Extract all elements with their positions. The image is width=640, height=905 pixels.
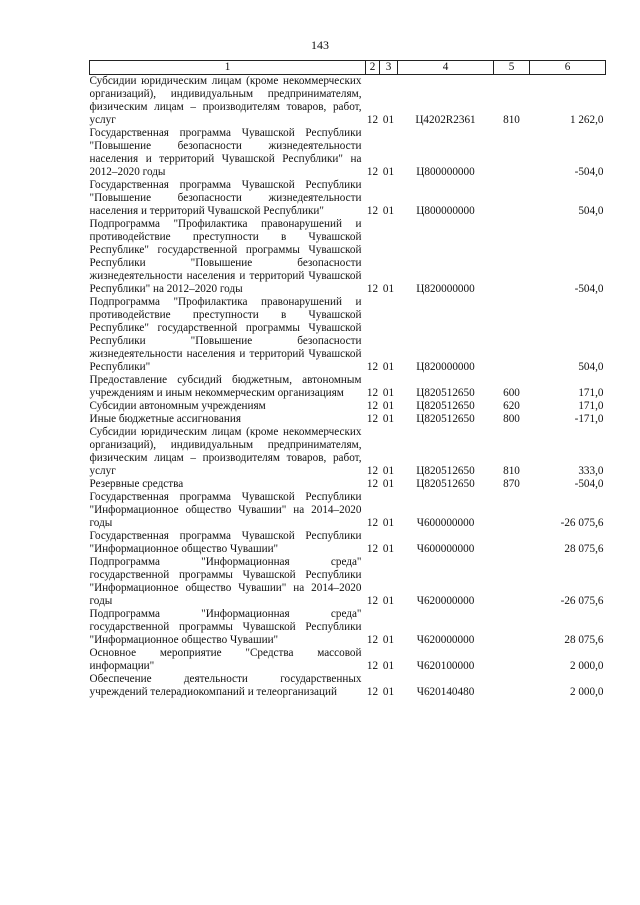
row-expense-type: [494, 530, 530, 556]
row-name: Предоставление субсидий бюджетным, автономным учреждениям и иным некоммерческим организациям: [89, 374, 362, 399]
table-row: [90, 673, 606, 699]
row-target-code: Ц820000000: [416, 361, 475, 373]
row-amount: 2 000,0: [569, 686, 604, 698]
row-name: Субсидии юридическим лицам (кроме некоммерческих организаций), индивидуальным предпринимателям, физическим лицам – производителям товаров, работ, услуг: [89, 426, 362, 477]
row-section: 12: [366, 634, 379, 646]
table-row: [90, 127, 606, 179]
table-row: [90, 556, 606, 608]
row-name: Подпрограмма "Информационная среда" государственной программы Чувашской Республики "Информационное общество Чувашии" на 2014–2020 годы: [89, 556, 362, 607]
row-amount: 333,0: [578, 465, 604, 477]
row-section: 12: [366, 465, 379, 477]
row-target-code: Ц800000000: [416, 205, 475, 217]
row-subsection: 01: [382, 543, 395, 555]
header-col-1: 1: [90, 61, 366, 75]
row-name: Иные бюджетные ассигнования: [89, 413, 241, 425]
row-name: Государственная программа Чувашской Республики "Повышение безопасности жизнедеятельности населения и территорий Чувашской Республики": [89, 179, 362, 217]
row-section: 12: [366, 413, 379, 425]
row-section: 12: [366, 595, 379, 607]
table-row: [90, 75, 606, 128]
header-col-3: 3: [380, 61, 398, 75]
row-name: Подпрограмма "Профилактика правонарушений и противодействие преступности в Чувашской Республике" государственной программы Чувашской Республики "Повышение безопасности жизнедеятельности населения и территорий Чувашской Республики" на 2012–2020 годы: [89, 218, 362, 295]
row-name: Субсидии автономным учреждениям: [89, 400, 266, 412]
row-subsection: 01: [382, 595, 395, 607]
budget-table: [89, 60, 606, 699]
row-target-code: Ч600000000: [416, 543, 475, 555]
row-target-code: Ц820512650: [416, 387, 475, 399]
table-row: [90, 179, 606, 218]
row-expense-type: [494, 218, 530, 296]
row-amount: -504,0: [574, 166, 604, 178]
table-row: [90, 530, 606, 556]
row-expense-type: [494, 608, 530, 647]
row-subsection: 01: [382, 634, 395, 646]
table-row: [90, 608, 606, 647]
row-section: 12: [366, 166, 379, 178]
table-row: [90, 218, 606, 296]
row-subsection: 01: [382, 660, 395, 672]
row-section: 12: [366, 283, 379, 295]
row-amount: -26 075,6: [560, 595, 604, 607]
row-subsection: 01: [382, 387, 395, 399]
row-subsection: 01: [382, 400, 395, 412]
row-target-code: Ч600000000: [416, 517, 475, 529]
row-amount: 1 262,0: [569, 114, 604, 126]
header-col-4: 4: [398, 61, 494, 75]
row-subsection: 01: [382, 166, 395, 178]
row-section: 12: [366, 361, 379, 373]
row-target-code: Ч620000000: [416, 595, 475, 607]
row-target-code: Ч620000000: [416, 634, 475, 646]
row-subsection: 01: [382, 413, 395, 425]
row-expense-type: 620: [503, 400, 520, 412]
row-section: 12: [366, 400, 379, 412]
row-expense-type: [494, 179, 530, 218]
header-col-5: 5: [494, 61, 530, 75]
row-expense-type: [494, 127, 530, 179]
row-section: 12: [366, 114, 379, 126]
row-name: Государственная программа Чувашской Республики "Информационное общество Чувашии": [89, 530, 362, 555]
row-amount: -504,0: [574, 283, 604, 295]
row-section: 12: [366, 543, 379, 555]
row-amount: 504,0: [578, 205, 604, 217]
row-amount: 28 075,6: [564, 634, 604, 646]
table-row: [90, 374, 606, 400]
row-name: Государственная программа Чувашской Республики "Информационное общество Чувашии" на 2014–2020 годы: [89, 491, 362, 529]
row-expense-type: [494, 647, 530, 673]
row-expense-type: 810: [503, 465, 520, 477]
row-target-code: Ц820000000: [416, 283, 475, 295]
row-name: Подпрограмма "Профилактика правонарушений и противодействие преступности в Чувашской Республике" государственной программы Чувашской Республики "Повышение безопасности жизнедеятельности населения и территорий Чувашской Республики": [89, 296, 362, 373]
table-row: [90, 491, 606, 530]
row-name: Резервные средства: [89, 478, 184, 490]
row-name: Обеспечение деятельности государственных учреждений телерадиокомпаний и телеорганизаций: [89, 673, 362, 698]
table-row: [90, 413, 606, 426]
row-expense-type: [494, 491, 530, 530]
row-amount: 28 075,6: [564, 543, 604, 555]
row-target-code: Ц800000000: [416, 166, 475, 178]
row-section: 12: [366, 660, 379, 672]
row-section: 12: [366, 686, 379, 698]
page-number: 143: [311, 38, 329, 52]
table-row: [90, 400, 606, 413]
row-name: Государственная программа Чувашской Республики "Повышение безопасности жизнедеятельности населения и территорий Чувашской Республики" на 2012–2020 годы: [89, 127, 362, 178]
row-subsection: 01: [382, 517, 395, 529]
row-subsection: 01: [382, 465, 395, 477]
row-expense-type: [494, 673, 530, 699]
row-amount: 171,0: [578, 387, 604, 399]
row-amount: -171,0: [574, 413, 604, 425]
row-subsection: 01: [382, 205, 395, 217]
header-col-6: 6: [530, 61, 606, 75]
row-target-code: Ц820512650: [416, 478, 475, 490]
row-amount: 2 000,0: [569, 660, 604, 672]
row-expense-type: 600: [503, 387, 520, 399]
row-name: Подпрограмма "Информационная среда" государственной программы Чувашской Республики "Информационное общество Чувашии": [89, 608, 362, 646]
row-expense-type: [494, 556, 530, 608]
row-expense-type: 810: [503, 114, 520, 126]
row-subsection: 01: [382, 686, 395, 698]
row-subsection: 01: [382, 283, 395, 295]
row-subsection: 01: [382, 114, 395, 126]
table-row: [90, 647, 606, 673]
table-row: [90, 426, 606, 478]
table-row: [90, 296, 606, 374]
row-target-code: Ц820512650: [416, 400, 475, 412]
row-target-code: Ц820512650: [416, 465, 475, 477]
header-col-2: 2: [366, 61, 380, 75]
row-amount: -504,0: [574, 478, 604, 490]
row-expense-type: 870: [503, 478, 520, 490]
row-target-code: Ц4202R2361: [415, 114, 476, 126]
row-subsection: 01: [382, 478, 395, 490]
row-section: 12: [366, 478, 379, 490]
table-header-row: [90, 61, 606, 75]
row-target-code: Ц820512650: [416, 413, 475, 425]
row-target-code: Ч620100000: [416, 660, 475, 672]
row-name: Основное мероприятие "Средства массовой информации": [89, 647, 362, 672]
row-subsection: 01: [382, 361, 395, 373]
row-expense-type: [494, 296, 530, 374]
row-section: 12: [366, 205, 379, 217]
row-amount: 504,0: [578, 361, 604, 373]
row-section: 12: [366, 517, 379, 529]
table-body: [90, 75, 606, 700]
row-expense-type: 800: [503, 413, 520, 425]
row-name: Субсидии юридическим лицам (кроме некоммерческих организаций), индивидуальным предпринимателям, физическим лицам – производителям товаров, работ, услуг: [89, 75, 362, 126]
row-amount: -26 075,6: [560, 517, 604, 529]
row-section: 12: [366, 387, 379, 399]
row-amount: 171,0: [578, 400, 604, 412]
row-target-code: Ч620140480: [416, 686, 475, 698]
table-row: [90, 478, 606, 491]
